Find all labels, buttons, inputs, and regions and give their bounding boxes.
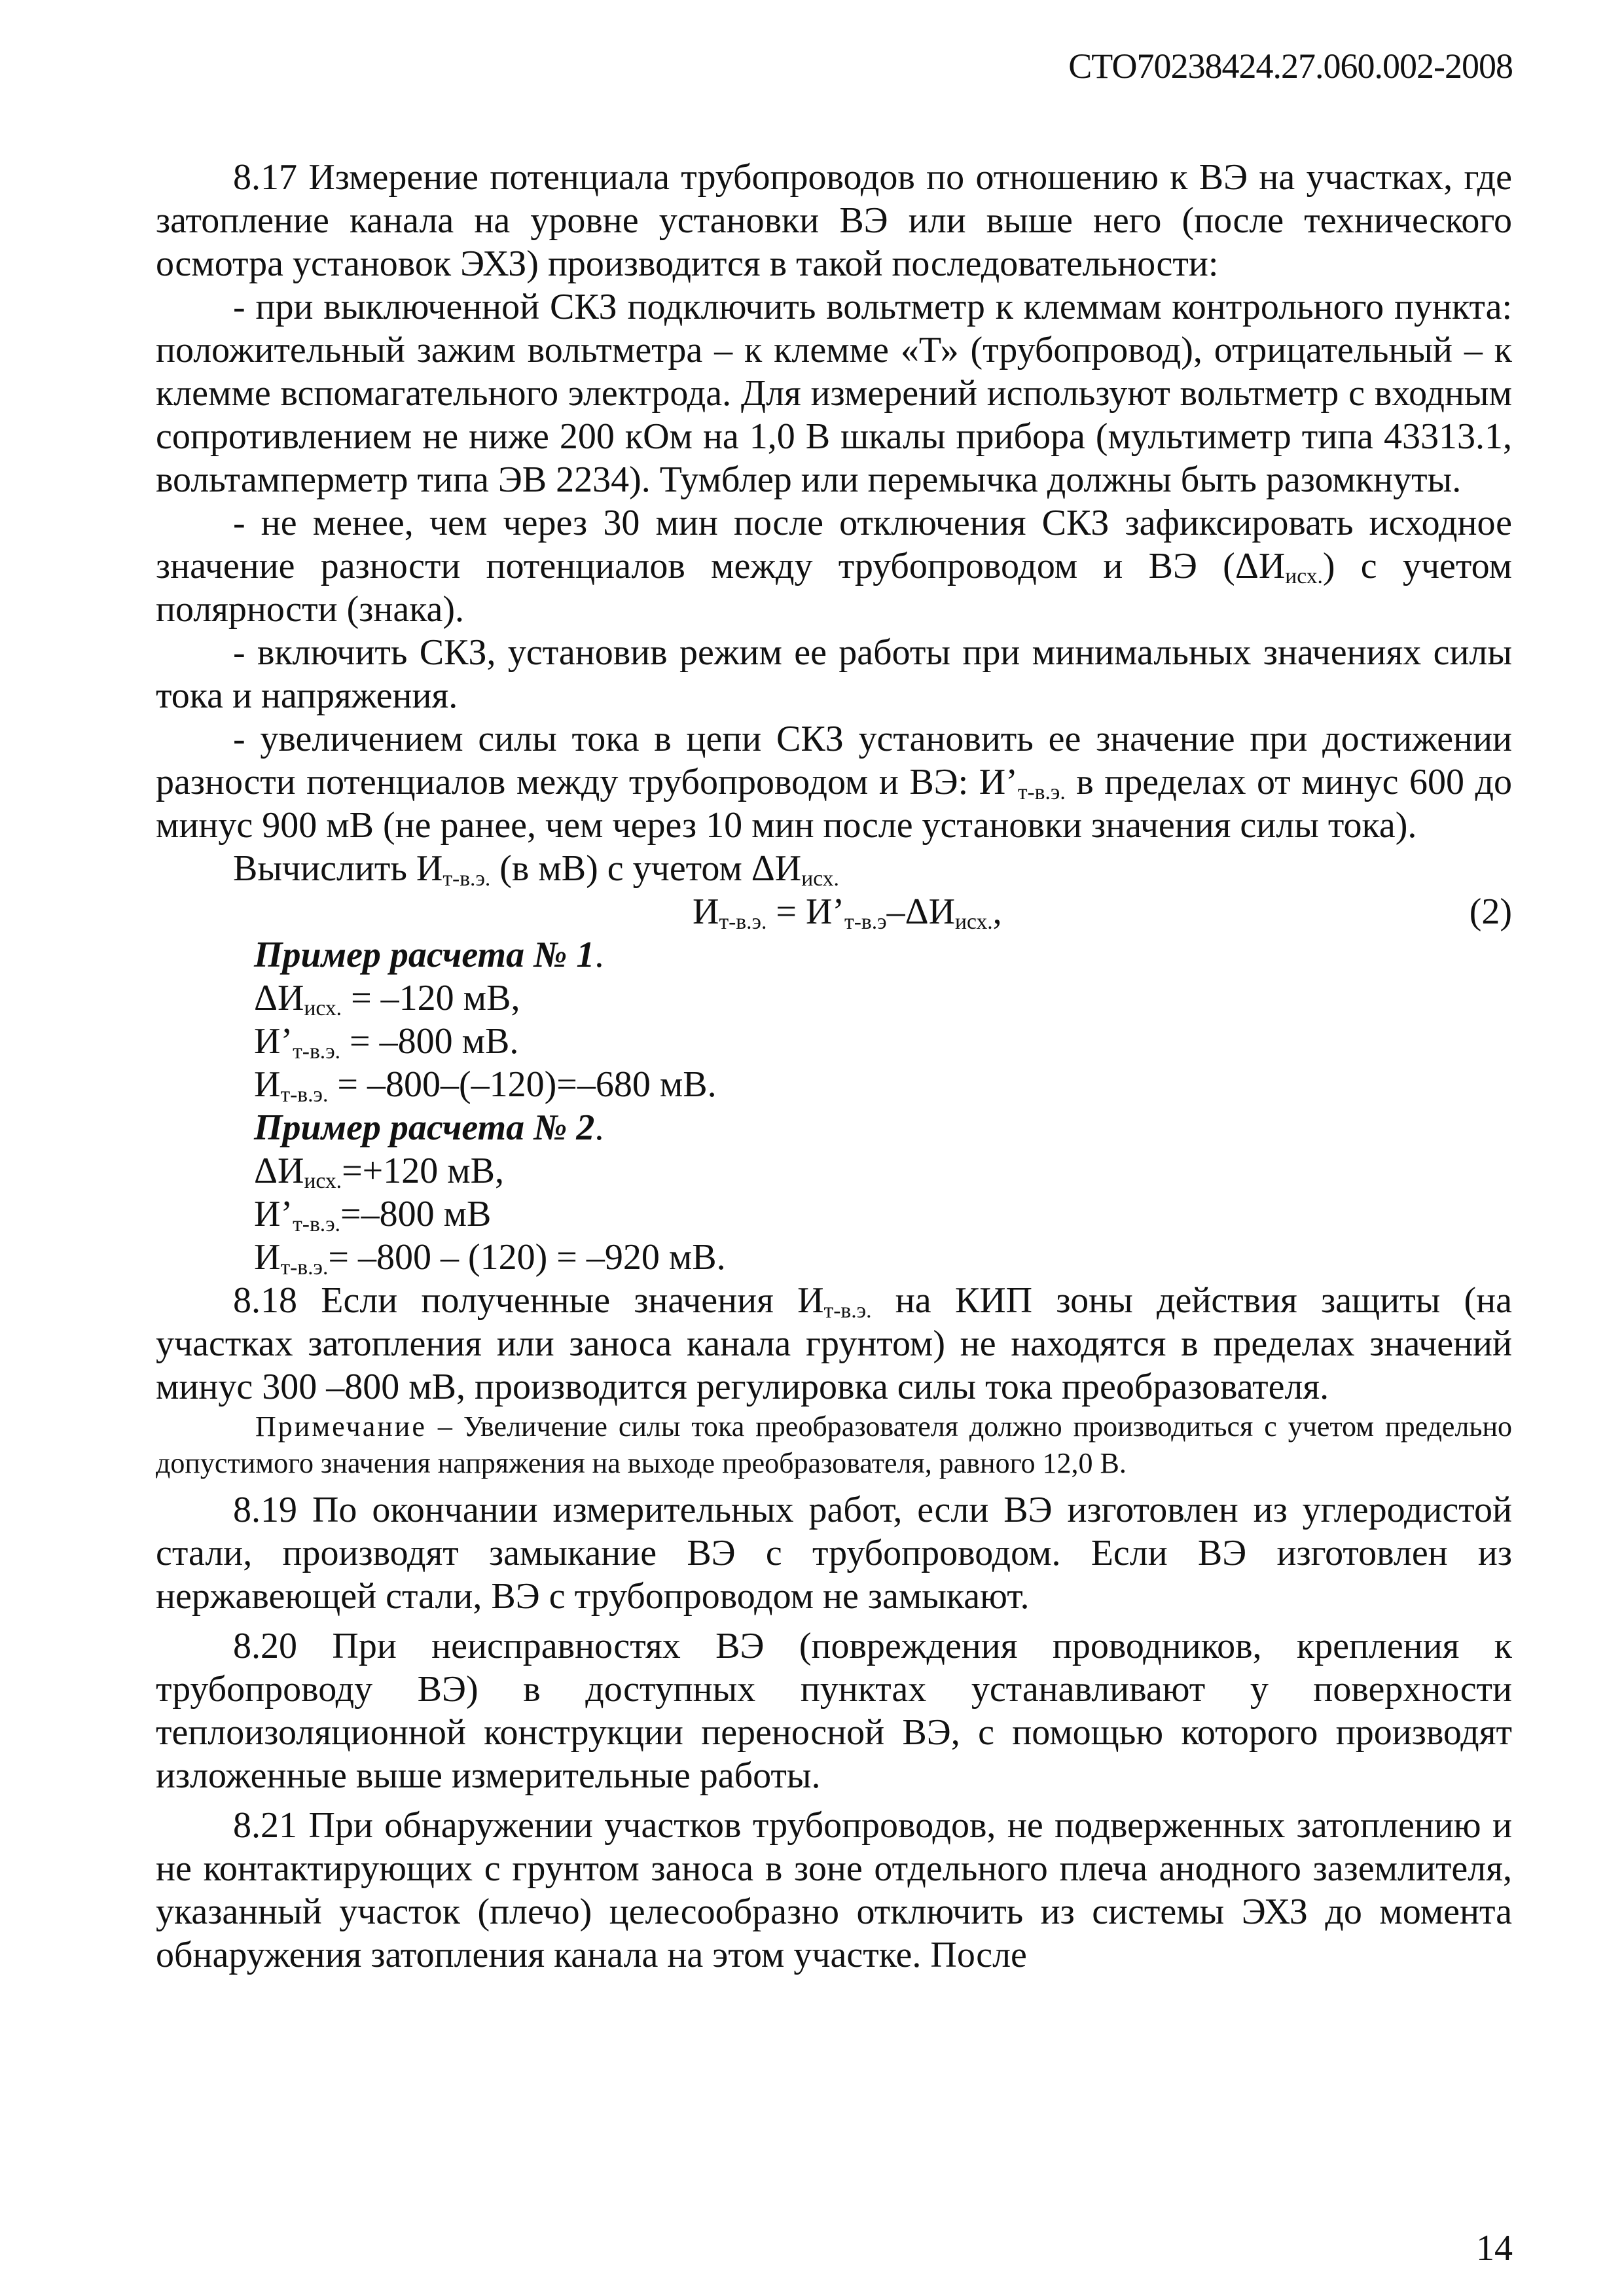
bullet-enable-skz: - включить СКЗ, установив режим ее работы при минимальных значениях силы тока и напряжения. [156, 632, 1512, 716]
compute-instruction: Вычислить $И_{т-в.э.}$ (в мВ) с учетом $\Delta И_{исх.}$ [233, 848, 839, 891]
bullet-record-initial-potential: - не менее, чем через 30 мин после отключения СКЗ зафиксировать исходное значение разности потенциалов между трубопроводом и ВЭ $(\Delta И_{исх.})$ с учетом полярности (знака). [156, 503, 1512, 630]
example-2-line-2: $И’_{т-в.э.}=-800$ мВ [254, 1194, 492, 1236]
example-2-title: Пример расчета № 2. [254, 1107, 604, 1148]
bullet-voltmeter-connection: - при выключенной СКЗ подключить вольтметр к клеммам контрольного пункта: положительный зажим вольтметра – к клемме «Т» (трубопровод), отрицательный – к клемме вспомагательного электрода. Для измерений используют вольтметр с входным сопротивлением не ниже 200 кОм на 1,0 В шкалы прибора (мультиметр типа 43313.1, вольтамперметр типа ЭВ 2234). Тумблер или перемычка должны быть разомкнуты. [156, 287, 1512, 500]
note: Примечание – Увеличение силы тока преобразователя должно производиться с учетом предельно допустимого значения напряжения на выходе преобразователя, равного 12,0 В. [156, 1410, 1512, 1479]
example-1-line-2: $И’_{т-в.э.} = -800$ мВ. [254, 1021, 519, 1064]
example-2-line-1: $\Delta И_{исх.}=+120$ мВ, [254, 1151, 505, 1193]
formula-number: (2) [1469, 891, 1512, 932]
paragraph-8-21: 8.21 При обнаружении участков трубопроводов, не подверженных затоплению и не контактирующих с грунтом заноса в зоне отдельного плеча анодного заземлителя, указанный участок (плечо) целесообразно отключить из системы ЭХЗ до момента обнаружения затопления канала на этом участке. После [156, 1805, 1512, 1975]
paragraph-8-18: 8.18 Если полученные значения $И_{т-в.э.}$ на КИП зоны действия защиты (на участках затопления или заноса канала грунтом) не находятся в пределах значений минус 300 –800 мВ, производится регулировка силы тока преобразователя. [156, 1280, 1512, 1407]
document-body [156, 156, 1512, 1977]
example-2-line-3: $И_{т-в.э.}= -800 - (120) = -920$ мВ. [254, 1237, 726, 1280]
bullet-increase-current: - увеличением силы тока в цепи СКЗ установить ее значение при достижении разности потенциалов между трубопроводом и ВЭ: $И’_{т-в.э.}$ в пределах от минус 600 до минус 900 мВ (не ранее, чем через 10 мин после установки значения силы тока). [156, 719, 1512, 846]
example-1-title: Пример расчета № 1. [254, 935, 604, 975]
formula-2 [156, 890, 1512, 933]
example-1-line-1: $\Delta И_{исх.} = -120$ мВ, [254, 978, 520, 1020]
paragraph-8-20: 8.20 При неисправностях ВЭ (повреждения проводников, крепления к трубопроводу ВЭ) в доступных пунктах устанавливают у поверхности теплоизоляционной конструкции переносной ВЭ, с помощью которого производят изложенные выше измерительные работы. [156, 1626, 1512, 1796]
note-label: Примечание [255, 1410, 427, 1443]
example-1-line-3: $И_{т-в.э.} = -800-(-120)=-680$ мВ. [254, 1064, 717, 1107]
paragraph-8-19: 8.19 По окончании измерительных работ, если ВЭ изготовлен из углеродистой стали, производят замыкание ВЭ с трубопроводом. Если ВЭ изготовлен из нержавеющей стали, ВЭ с трубопроводом не замыкают. [156, 1490, 1512, 1617]
page-number: 14 [1476, 2228, 1513, 2269]
formula-expression: $И_{т-в.э.}$ = $И’_{т-в.э}-\Delta И_{исх.}$, [693, 891, 1002, 934]
document-code-header: СТО70238424.27.060.002-2008 [1068, 46, 1513, 86]
paragraph-8-17: 8.17 Измерение потенциала трубопроводов по отношению к ВЭ на участках, где затопление канала на уровне установки ВЭ или выше него (после технического осмотра установок ЭХЗ) производится в такой последовательности: [156, 157, 1512, 284]
